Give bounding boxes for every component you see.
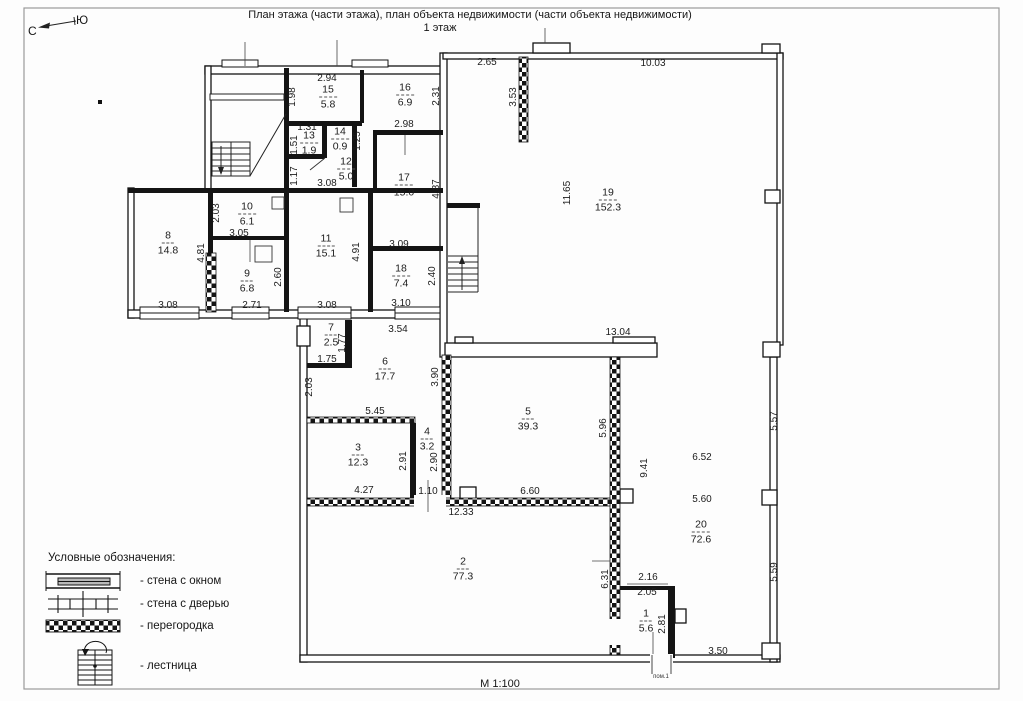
v-dimension-label: 11.65 — [562, 180, 573, 206]
room-area: 3.2 — [419, 440, 435, 453]
h-dimension-label: 3.08 — [158, 300, 178, 311]
legend-item-window-wall — [130, 575, 221, 587]
room-label-20 — [691, 518, 711, 545]
h-dimension-label: 1.31 — [297, 122, 317, 133]
v-dimension-label: 5.57 — [769, 411, 780, 431]
v-dimension-label: 2.81 — [657, 614, 668, 634]
room-label-13 — [300, 129, 318, 156]
h-dimension-label: 5.60 — [692, 494, 712, 505]
legend-item-door-wall — [130, 598, 229, 610]
h-dimension-label: 2.65 — [477, 57, 497, 68]
legend-symbol-wall-with-window — [46, 571, 120, 591]
h-dimension-label: 12.33 — [448, 507, 474, 518]
legend-label: - лестница — [140, 660, 197, 672]
v-dimension-label: 6.31 — [600, 569, 611, 589]
room-area: 77.3 — [452, 570, 474, 583]
legend-symbol-wall-with-door — [48, 591, 118, 617]
compass-south-label: Ю — [76, 13, 89, 27]
h-dimension-label: 13.04 — [605, 327, 631, 338]
room-label-10 — [238, 200, 256, 227]
h-dimension-label: 2.71 — [242, 300, 262, 311]
room-area: 6.9 — [397, 96, 413, 109]
stairs-small-icon — [448, 208, 478, 292]
room-area: 2.5 — [323, 336, 339, 349]
v-dimension-label: 1.77 — [337, 333, 348, 353]
room-area: 0.9 — [332, 140, 348, 153]
room-label-8 — [158, 229, 178, 256]
legend-item-partition — [130, 620, 214, 632]
room-number: 11 — [318, 232, 335, 246]
h-dimension-label: 2.98 — [394, 119, 414, 130]
room-area: 15.0 — [393, 186, 415, 199]
room-number: 8 — [162, 229, 174, 243]
room-area: 5.6 — [638, 622, 654, 635]
v-dimension-label: 5.59 — [769, 562, 780, 582]
room-area: 39.3 — [517, 420, 539, 433]
room-number: 17 — [395, 171, 413, 185]
room-label-2 — [453, 555, 473, 582]
compass-north-label: С — [28, 24, 37, 38]
legend-label: - перегородка — [140, 620, 214, 632]
room-label-4 — [420, 425, 435, 452]
legend-label: - стена с дверью — [140, 598, 230, 610]
v-dimension-label: 4.81 — [196, 243, 207, 263]
h-dimension-label: 1.75 — [317, 354, 337, 365]
room-area: 15.1 — [315, 247, 337, 260]
h-dimension-label: 5.45 — [365, 406, 385, 417]
legend — [48, 552, 278, 572]
room-number: 5 — [522, 405, 534, 419]
h-dimension-label: 1.10 — [418, 486, 438, 497]
legend-title: Условные обозначения: — [48, 552, 176, 564]
v-dimension-label: 3.90 — [430, 367, 441, 387]
room-number: 14 — [331, 125, 349, 139]
h-dimension-label: 2.05 — [637, 587, 657, 598]
wall-openings — [414, 495, 673, 674]
room-label-1 — [639, 607, 654, 634]
v-dimension-label: 2.60 — [273, 267, 284, 287]
room-number: 3 — [352, 441, 364, 455]
h-dimension-label: 6.52 — [692, 452, 712, 463]
v-dimension-label: 2.03 — [211, 203, 222, 223]
room-area: 17.7 — [374, 370, 396, 383]
room-number: 19 — [599, 186, 617, 200]
h-dimension-label: 2.16 — [638, 572, 658, 583]
room-label-6 — [375, 355, 395, 382]
room-label-5 — [518, 405, 538, 432]
h-dimension-label: 3.08 — [317, 300, 337, 311]
room-label-16 — [396, 81, 414, 108]
v-dimension-label: 3.53 — [508, 87, 519, 107]
room-number: 9 — [241, 267, 253, 281]
v-dimension-label: 2.03 — [304, 377, 315, 397]
room-label-15 — [319, 83, 337, 110]
v-dimension-label: 2.40 — [427, 266, 438, 286]
v-dimension-label: 4.91 — [351, 242, 362, 262]
v-dimension-label: 9.41 — [639, 458, 650, 478]
note-label: пом.1 — [653, 674, 669, 680]
room-number: 2 — [457, 555, 469, 569]
room-area: 152.3 — [594, 201, 622, 214]
h-dimension-label: 2.94 — [317, 73, 337, 84]
v-dimension-label: 5.96 — [598, 418, 609, 438]
legend-label: - стена с окном — [140, 575, 222, 587]
room-number: 7 — [325, 321, 337, 335]
h-dimension-label: 3.09 — [389, 239, 409, 250]
room-area: 1.9 — [301, 144, 317, 157]
h-dimension-label: 4.27 — [354, 485, 374, 496]
v-dimension-label: 1.17 — [289, 166, 300, 186]
room-label-3 — [348, 441, 368, 468]
legend-item-staircase — [130, 660, 197, 672]
room-area: 5.0 — [338, 170, 354, 183]
room-number: 13 — [300, 129, 318, 143]
h-dimension-label: 3.50 — [708, 646, 728, 657]
room-number: 16 — [396, 81, 414, 95]
room-label-18 — [392, 262, 410, 289]
room-number: 12 — [337, 155, 355, 169]
room-area: 14.8 — [157, 244, 179, 257]
v-dimension-label: 2.90 — [429, 452, 440, 472]
room-label-17 — [394, 171, 414, 198]
room-number: 15 — [319, 83, 337, 97]
h-dimension-label: 6.60 — [520, 486, 540, 497]
room-number: 20 — [692, 518, 710, 532]
room-number: 4 — [421, 425, 433, 439]
page-title: План этажа (части этажа), план объекта недвижимости (части объекта недвижимости) — [248, 9, 692, 21]
v-dimension-label: 1.51 — [289, 135, 300, 155]
room-number: 10 — [238, 200, 256, 214]
room-label-14 — [331, 125, 349, 152]
legend-symbol-partition — [46, 620, 120, 632]
room-area: 5.8 — [320, 98, 336, 111]
h-dimension-label: 3.10 — [391, 298, 411, 309]
h-dimension-label: 3.54 — [388, 324, 408, 335]
room-area: 72.6 — [690, 533, 712, 546]
room-label-19 — [595, 186, 621, 213]
v-dimension-label: 1.25 — [352, 131, 363, 151]
room-number: 18 — [392, 262, 410, 276]
room-area: 12.3 — [347, 456, 369, 469]
h-dimension-label: 3.05 — [229, 228, 249, 239]
room-label-12 — [337, 155, 355, 182]
scan-dot — [98, 100, 102, 104]
room-number: 1 — [640, 607, 652, 621]
v-dimension-label: 2.31 — [431, 86, 442, 106]
v-dimension-label: 2.91 — [398, 451, 409, 471]
v-dimension-label: 1.98 — [287, 87, 298, 107]
room-area: 6.8 — [239, 282, 255, 295]
room-area: 6.1 — [239, 215, 255, 228]
h-dimension-label: 10.03 — [640, 58, 666, 69]
v-dimension-label: 4.87 — [431, 179, 442, 199]
floor-subtitle: 1 этаж — [423, 22, 457, 34]
h-dimension-label: 3.08 — [317, 178, 337, 189]
room-label-9 — [240, 267, 255, 294]
room-number: 6 — [379, 355, 391, 369]
room-area: 7.4 — [393, 277, 409, 290]
scale-note: М 1:100 — [480, 678, 520, 690]
stairs-main-icon — [210, 94, 286, 176]
room-label-11 — [316, 232, 336, 259]
